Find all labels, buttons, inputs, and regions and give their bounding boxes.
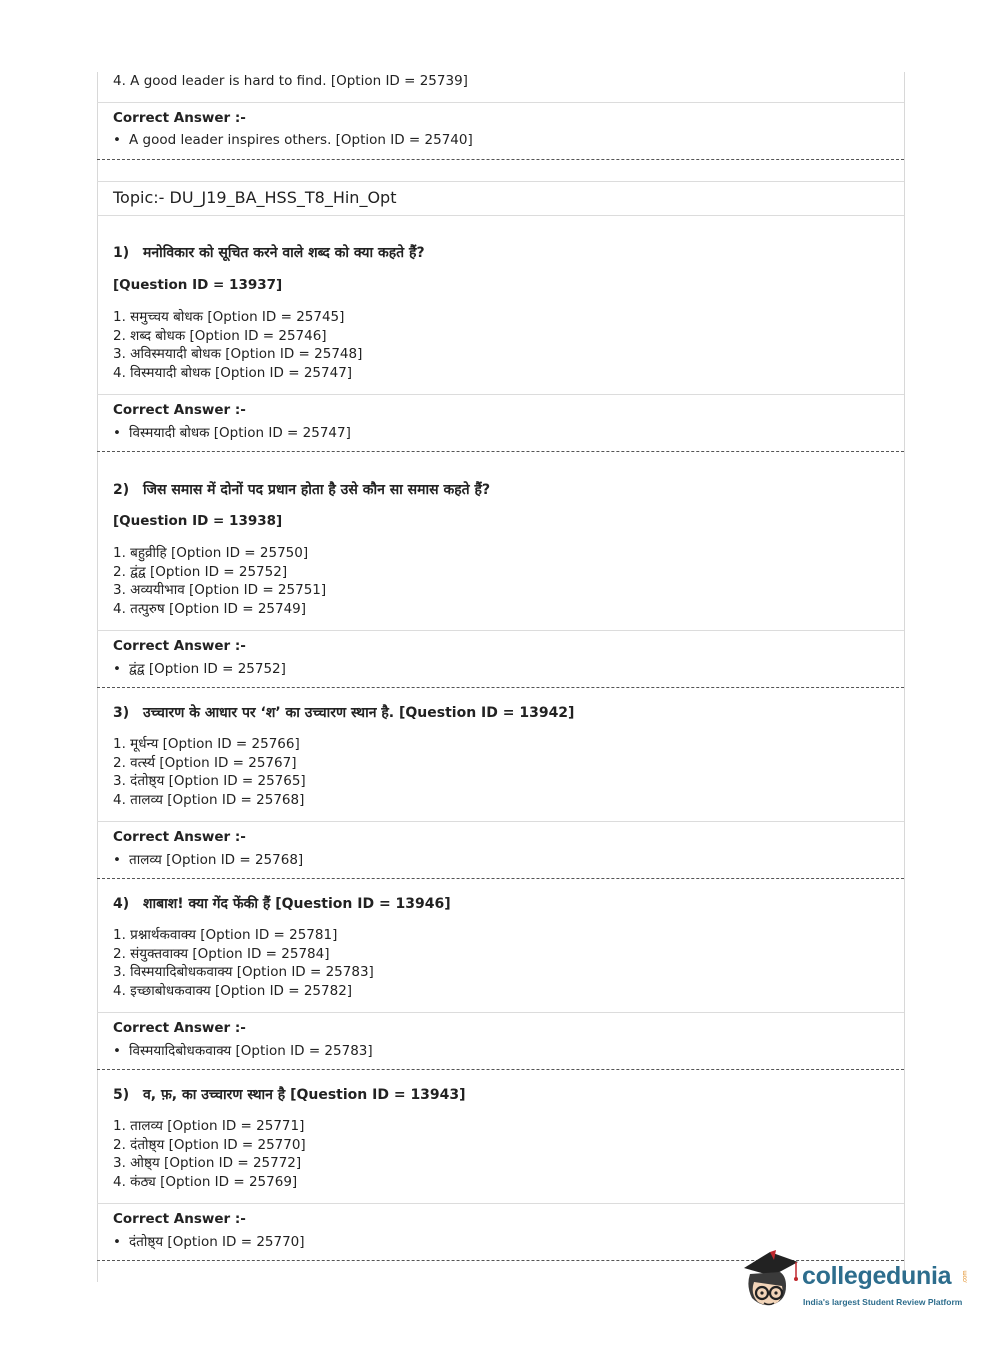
question-5-option-4: 4. कंठ्य [Option ID = 25769] bbox=[113, 1174, 298, 1190]
correct-answer bbox=[113, 132, 473, 148]
divider bbox=[97, 821, 904, 822]
correct-answer bbox=[113, 423, 351, 441]
question-4-option-1: 1. प्रश्नार्थकवाक्य [Option ID = 25781] bbox=[113, 927, 338, 943]
question-1-id: [Question ID = 13937] bbox=[113, 277, 283, 293]
question-2-option-3: 3. अव्ययीभाव [Option ID = 25751] bbox=[113, 582, 327, 598]
correct-answer-text: दंतोष्ठ्य [Option ID = 25770] bbox=[129, 1234, 305, 1250]
correct-answer bbox=[113, 659, 286, 677]
question-1-heading bbox=[113, 243, 425, 262]
divider bbox=[97, 181, 904, 182]
question-4-option-3: 3. विस्मयादिबोधकवाक्य [Option ID = 25783] bbox=[113, 964, 374, 980]
correct-answer-label: Correct Answer :- bbox=[113, 1211, 246, 1227]
correct-answer-text: तालव्य [Option ID = 25768] bbox=[129, 852, 304, 868]
divider bbox=[97, 1203, 904, 1204]
divider bbox=[97, 630, 904, 631]
question-4-option-2: 2. संयुक्तवाक्य [Option ID = 25784] bbox=[113, 946, 330, 962]
section-separator bbox=[97, 878, 904, 879]
divider bbox=[97, 1012, 904, 1013]
question-4-option-4: 4. इच्छाबोधकवाक्य [Option ID = 25782] bbox=[113, 983, 353, 999]
previous-question-option-4: 4. A good leader is hard to find. [Option ID = 25739] bbox=[113, 73, 468, 89]
question-1-option-2: 2. शब्द बोधक [Option ID = 25746] bbox=[113, 328, 327, 344]
question-text: शाबाश! क्या गेंद फेंकी हैं [Question ID = 13946] bbox=[143, 896, 451, 912]
topic-heading: Topic:- DU_J19_BA_HSS_T8_Hin_Opt bbox=[113, 188, 397, 207]
collegedunia-logo bbox=[740, 1246, 970, 1318]
divider bbox=[97, 394, 904, 395]
logo-wordmark: collegedunia bbox=[802, 1262, 952, 1290]
mascot-icon bbox=[740, 1246, 802, 1318]
correct-answer-label: Correct Answer :- bbox=[113, 638, 246, 654]
correct-answer-label: Correct Answer :- bbox=[113, 1020, 246, 1036]
question-1-option-3: 3. अविस्मयादी बोधक [Option ID = 25748] bbox=[113, 346, 363, 362]
question-5-heading bbox=[113, 1085, 466, 1104]
correct-answer-label: Correct Answer :- bbox=[113, 110, 246, 126]
logo-domain: .com bbox=[962, 1270, 969, 1284]
correct-answer bbox=[113, 1041, 373, 1059]
question-2-option-2: 2. द्वंद्व [Option ID = 25752] bbox=[113, 564, 288, 580]
correct-answer-label: Correct Answer :- bbox=[113, 829, 246, 845]
section-separator bbox=[97, 1069, 904, 1070]
correct-answer-text: द्वंद्व [Option ID = 25752] bbox=[129, 661, 286, 677]
question-2-heading bbox=[113, 480, 490, 499]
question-number: 4) bbox=[113, 896, 130, 912]
correct-answer-text: विस्मयादिबोधकवाक्य [Option ID = 25783] bbox=[129, 1043, 373, 1059]
correct-answer-text: विस्मयादी बोधक [Option ID = 25747] bbox=[129, 425, 351, 441]
question-5-option-3: 3. ओष्ठ्य [Option ID = 25772] bbox=[113, 1155, 302, 1171]
question-5-option-2: 2. दंतोष्ठ्य [Option ID = 25770] bbox=[113, 1137, 306, 1153]
question-number: 3) bbox=[113, 705, 130, 721]
question-1-option-4: 4. विस्मयादी बोधक [Option ID = 25747] bbox=[113, 365, 353, 381]
question-3-option-3: 3. दंतोष्ठ्य [Option ID = 25765] bbox=[113, 773, 306, 789]
question-2-option-1: 1. बहुव्रीहि [Option ID = 25750] bbox=[113, 545, 309, 561]
question-2-id: [Question ID = 13938] bbox=[113, 513, 283, 529]
divider bbox=[97, 215, 904, 216]
question-text: व, फ़, का उच्चारण स्थान है [Question ID = 13943] bbox=[143, 1087, 466, 1103]
correct-answer-label: Correct Answer :- bbox=[113, 402, 246, 418]
question-4-heading bbox=[113, 894, 451, 913]
logo-tagline: India's largest Student Review Platform bbox=[803, 1297, 963, 1307]
question-number: 1) bbox=[113, 245, 130, 261]
section-separator bbox=[97, 159, 904, 160]
question-3-option-1: 1. मूर्धन्य [Option ID = 25766] bbox=[113, 736, 300, 752]
correct-answer bbox=[113, 1232, 305, 1250]
section-separator bbox=[97, 687, 904, 688]
question-3-option-2: 2. वर्त्स्य [Option ID = 25767] bbox=[113, 755, 297, 771]
question-5-option-1: 1. तालव्य [Option ID = 25771] bbox=[113, 1118, 305, 1134]
question-number: 2) bbox=[113, 482, 130, 498]
question-text: मनोविकार को सूचित करने वाले शब्द को क्या कहते हैं? bbox=[143, 245, 425, 261]
question-number: 5) bbox=[113, 1087, 130, 1103]
correct-answer-text: A good leader inspires others. [Option ID = 25740] bbox=[129, 132, 473, 148]
question-text: जिस समास में दोनों पद प्रधान होता है उसे कौन सा समास कहते हैं? bbox=[143, 482, 491, 498]
divider bbox=[97, 102, 904, 103]
question-text: उच्चारण के आधार पर ‘श’ का उच्चारण स्थान है. [Question ID = 13942] bbox=[143, 705, 575, 721]
question-2-option-4: 4. तत्पुरुष [Option ID = 25749] bbox=[113, 601, 307, 617]
question-1-option-1: 1. समुच्चय बोधक [Option ID = 25745] bbox=[113, 309, 345, 325]
question-3-heading bbox=[113, 703, 574, 722]
correct-answer bbox=[113, 850, 303, 868]
section-separator bbox=[97, 451, 904, 452]
question-3-option-4: 4. तालव्य [Option ID = 25768] bbox=[113, 792, 305, 808]
